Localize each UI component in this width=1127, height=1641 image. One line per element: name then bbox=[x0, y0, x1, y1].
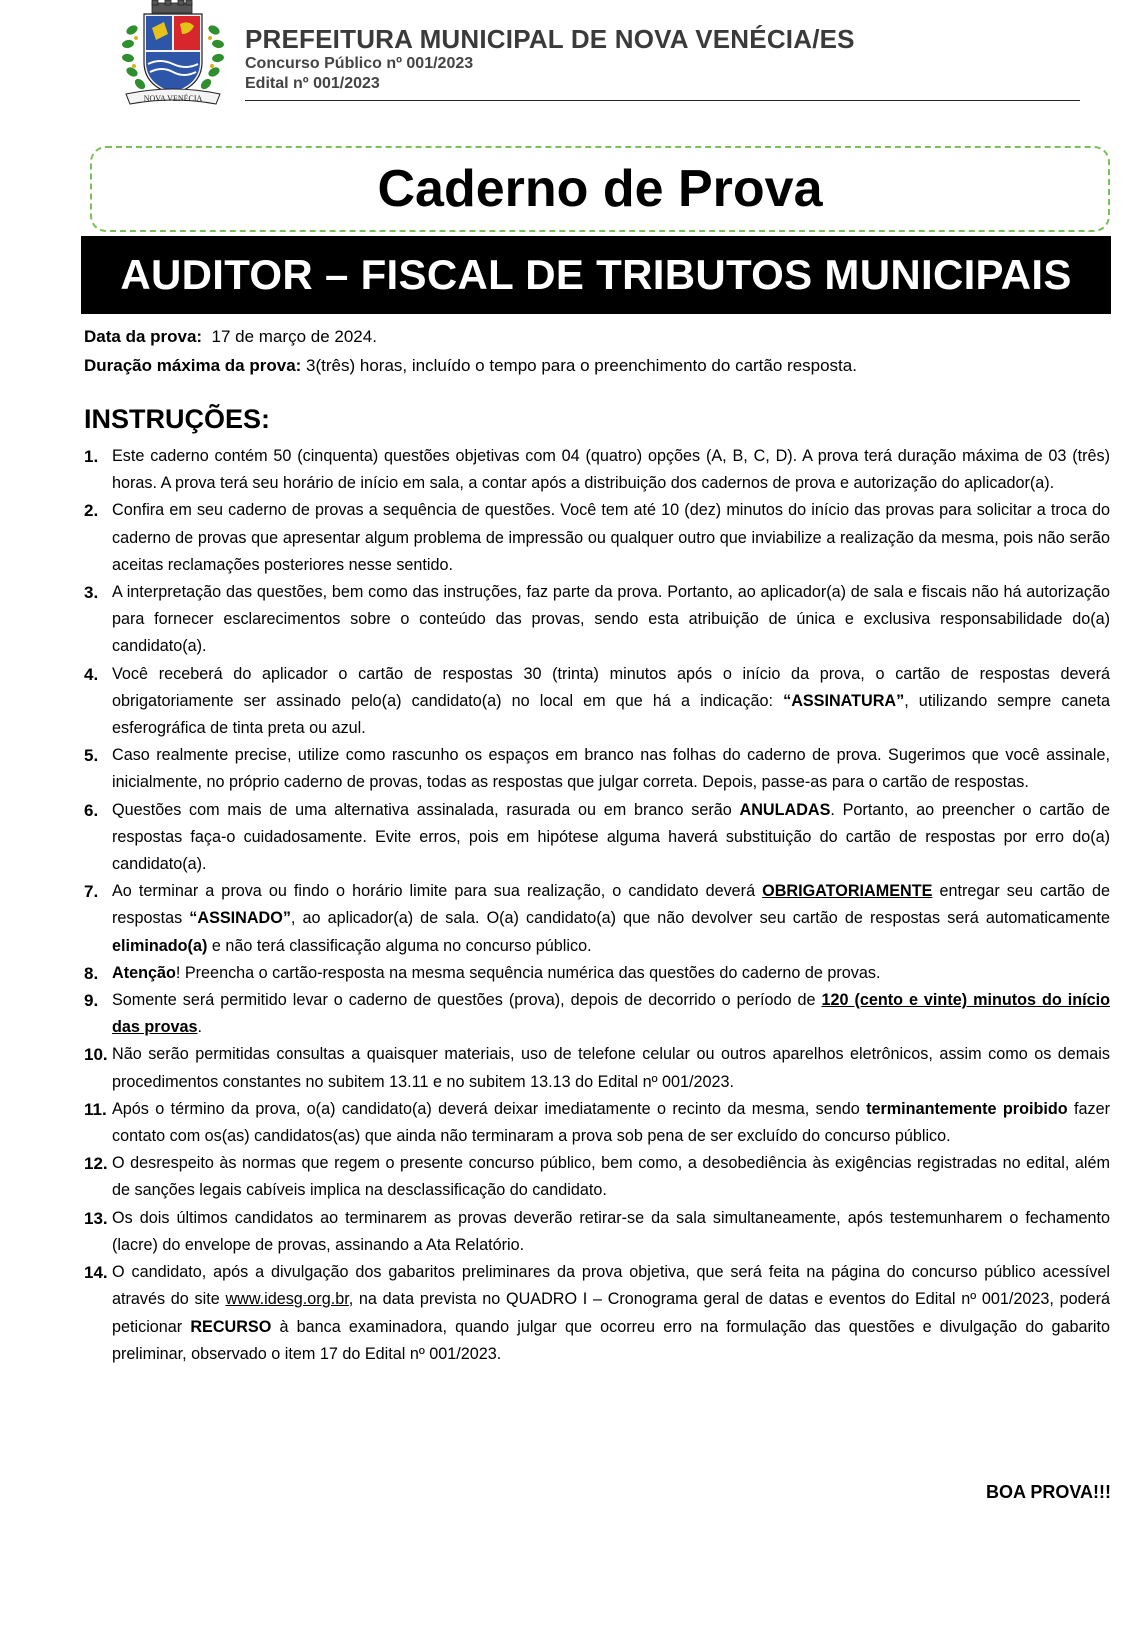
instruction-text: Você receberá do aplicador o cartão de respostas 30 (trinta) minutos após o início da prova, o cartão de respostas deverá obrigatoriamente ser assinado pelo(a) candidato(a) no local em que há a indicação: “ASSINATURA”, utilizando sempre caneta esferográfica de tinta preta ou azul. bbox=[112, 664, 1110, 738]
instruction-number: 13. bbox=[84, 1208, 108, 1228]
signature-emphasis: “ASSINATURA” bbox=[783, 691, 905, 710]
instruction-text: Somente será permitido levar o caderno de questões (prova), depois de decorrido o período de 120 (cento e vinte) minutos do início das provas. bbox=[112, 991, 1110, 1037]
instruction-item bbox=[84, 1150, 1110, 1204]
instruction-number: 7. bbox=[84, 882, 99, 902]
prohibited-emphasis: terminantemente proibido bbox=[866, 1099, 1068, 1118]
signed-emphasis: “ASSINADO” bbox=[189, 909, 291, 928]
instruction-text: Ao terminar a prova ou findo o horário limite para sua realização, o candidato deverá OBRIGATORIAMENTE entregar seu cartão de respostas “ASSINADO”, ao aplicador(a) de sala. O(a) candidato(a) que não devolver seu cartão de respostas será automaticamente eliminado(a) e não terá classificação alguma no concurso público. bbox=[112, 882, 1110, 955]
header-block bbox=[245, 24, 855, 94]
exam-date-label: Data da prova: bbox=[84, 327, 203, 346]
document-title-box bbox=[90, 146, 1110, 232]
instruction-item bbox=[84, 987, 1110, 1041]
instruction-item bbox=[84, 661, 1110, 743]
eliminated-emphasis: eliminado(a) bbox=[112, 936, 208, 955]
instructions-list bbox=[84, 443, 1110, 1368]
exam-date-value: 17 de março de 2024. bbox=[211, 327, 377, 346]
instruction-number: 3. bbox=[84, 583, 99, 603]
appeal-emphasis: RECURSO bbox=[190, 1317, 272, 1336]
instruction-item bbox=[84, 579, 1110, 661]
instruction-item bbox=[84, 443, 1110, 497]
instruction-item bbox=[84, 1041, 1110, 1095]
instruction-number: 12. bbox=[84, 1154, 108, 1174]
instruction-item bbox=[84, 742, 1110, 796]
instruction-number: 6. bbox=[84, 800, 99, 820]
instruction-text: O candidato, após a divulgação dos gabaritos preliminares da prova objetiva, que será feita na página do concurso público acessível através do site www.idesg.org.br, na data prevista no QUADRO I – Cronograma geral de datas e eventos do Edital nº 001/2023, poderá peticionar RECURSO à banca examinadora, quando julgar que ocorreu erro na formulação das questões e divulgação do gabarito preliminar, observado o item 17 do Edital nº 001/2023. bbox=[112, 1263, 1110, 1363]
header-title: PREFEITURA MUNICIPAL DE NOVA VENÉCIA/ES bbox=[245, 24, 855, 54]
instruction-number: 1. bbox=[84, 447, 99, 466]
role-title: AUDITOR – FISCAL DE TRIBUTOS MUNICIPAIS bbox=[120, 251, 1072, 298]
role-banner bbox=[81, 236, 1111, 314]
exam-date bbox=[84, 326, 377, 348]
instruction-text: Os dois últimos candidatos ao terminarem as provas deverão retirar-se da sala simultaneamente, após testemunharem o fechamento (lacre) do envelope de provas, assinando a Ata Relatório. bbox=[112, 1208, 1110, 1254]
mandatory-emphasis: OBRIGATORIAMENTE bbox=[762, 882, 933, 901]
instruction-number: 8. bbox=[84, 963, 99, 983]
instruction-item bbox=[84, 797, 1110, 879]
instruction-number: 10. bbox=[84, 1045, 108, 1065]
time-limit-emphasis: 120 (cento e vinte) minutos do início das provas bbox=[112, 991, 1110, 1037]
instruction-text: Este caderno contém 50 (cinquenta) questões objetivas com 04 (quatro) opções (A, B, C, D). A prova terá duração máxima de 03 (três) horas. A prova terá seu horário de início em sala, a contar após a distribuição dos cadernos de prova e autorização do aplicador(a). bbox=[112, 447, 1110, 493]
instruction-item bbox=[84, 960, 1110, 987]
duration-value: 3(três) horas, incluído o tempo para o preenchimento do cartão resposta. bbox=[306, 356, 857, 375]
instruction-text: Caso realmente precise, utilize como rascunho os espaços em branco nas folhas do caderno de prova. Sugerimos que você assinale, inicialmente, no próprio caderno de provas, todas as respostas que julgar correta. Depois, passe-as para o cartão de respostas. bbox=[112, 746, 1110, 792]
instruction-text: Questões com mais de uma alternativa assinalada, rasurada ou em branco serão ANULADAS. Portanto, ao preencher o cartão de respostas faça-o cuidadosamente. Evite erros, pois em hipótese alguma haverá substituição do cartão de respostas por erro do(a) candidato(a). bbox=[112, 800, 1110, 874]
instruction-number: 5. bbox=[84, 746, 99, 766]
instruction-number: 14. bbox=[84, 1263, 108, 1283]
instruction-number: 11. bbox=[84, 1099, 107, 1119]
instruction-item bbox=[84, 1096, 1110, 1150]
instruction-number: 9. bbox=[84, 991, 99, 1011]
instruction-number: 4. bbox=[84, 664, 99, 684]
instruction-item bbox=[84, 878, 1110, 960]
duration-label: Duração máxima da prova: bbox=[84, 356, 302, 375]
closing-message: BOA PROVA!!! bbox=[986, 1482, 1111, 1502]
instruction-item bbox=[84, 1205, 1110, 1259]
emblem-label: NOVA VENÉCIA bbox=[143, 94, 203, 103]
instruction-text: Não serão permitidas consultas a quaisquer materiais, uso de telefone celular ou outros aparelhos eletrônicos, assim como os demais procedimentos constantes no subitem 13.11 e no subitem 13.13 do Edital nº 001/2023. bbox=[112, 1045, 1110, 1091]
instruction-item bbox=[84, 497, 1110, 579]
municipal-coat-of-arms bbox=[116, 0, 230, 108]
document-title: Caderno de Prova bbox=[377, 160, 823, 218]
site-link[interactable]: www.idesg.org.br bbox=[225, 1290, 349, 1309]
header-contest: Concurso Público nº 001/2023 bbox=[245, 55, 474, 72]
exam-duration bbox=[84, 355, 857, 377]
instructions-heading: INSTRUÇÕES: bbox=[84, 404, 271, 434]
instruction-text: Atenção! Preencha o cartão-resposta na mesma sequência numérica das questões do caderno de provas. bbox=[112, 963, 881, 982]
instruction-text: Após o término da prova, o(a) candidato(a) deverá deixar imediatamente o recinto da mesma, sendo terminantemente proibido fazer contato com os(as) candidatos(as) que ainda não terminaram a prova sob pena de ser excluído do concurso público. bbox=[112, 1099, 1110, 1146]
header-divider bbox=[245, 100, 1080, 101]
instruction-number: 2. bbox=[84, 501, 99, 521]
instruction-text: Confira em seu caderno de provas a sequência de questões. Você tem até 10 (dez) minutos do início das provas para solicitar a troca do caderno de provas que apresentar algum problema de impressão ou qualquer outro que inviabilize a realização da mesma, pois não serão aceitas reclamações posteriores nesse sentido. bbox=[112, 501, 1110, 574]
attention-emphasis: Atenção bbox=[112, 963, 176, 982]
annulled-emphasis: ANULADAS bbox=[739, 800, 831, 819]
instruction-text: O desrespeito às normas que regem o presente concurso público, bem como, a desobediência às exigências registradas no edital, além de sanções legais cabíveis implica na desclassificação do candidato. bbox=[112, 1154, 1110, 1200]
header-notice: Edital nº 001/2023 bbox=[245, 75, 380, 92]
instruction-text: A interpretação das questões, bem como das instruções, faz parte da prova. Portanto, ao aplicador(a) de sala e fiscais não há autorização para fornecer esclarecimentos sobre o conteúdo das provas, sendo esta atribuição de única e exclusiva responsabilidade do(a) candidato(a). bbox=[112, 583, 1110, 656]
instruction-item bbox=[84, 1259, 1110, 1368]
